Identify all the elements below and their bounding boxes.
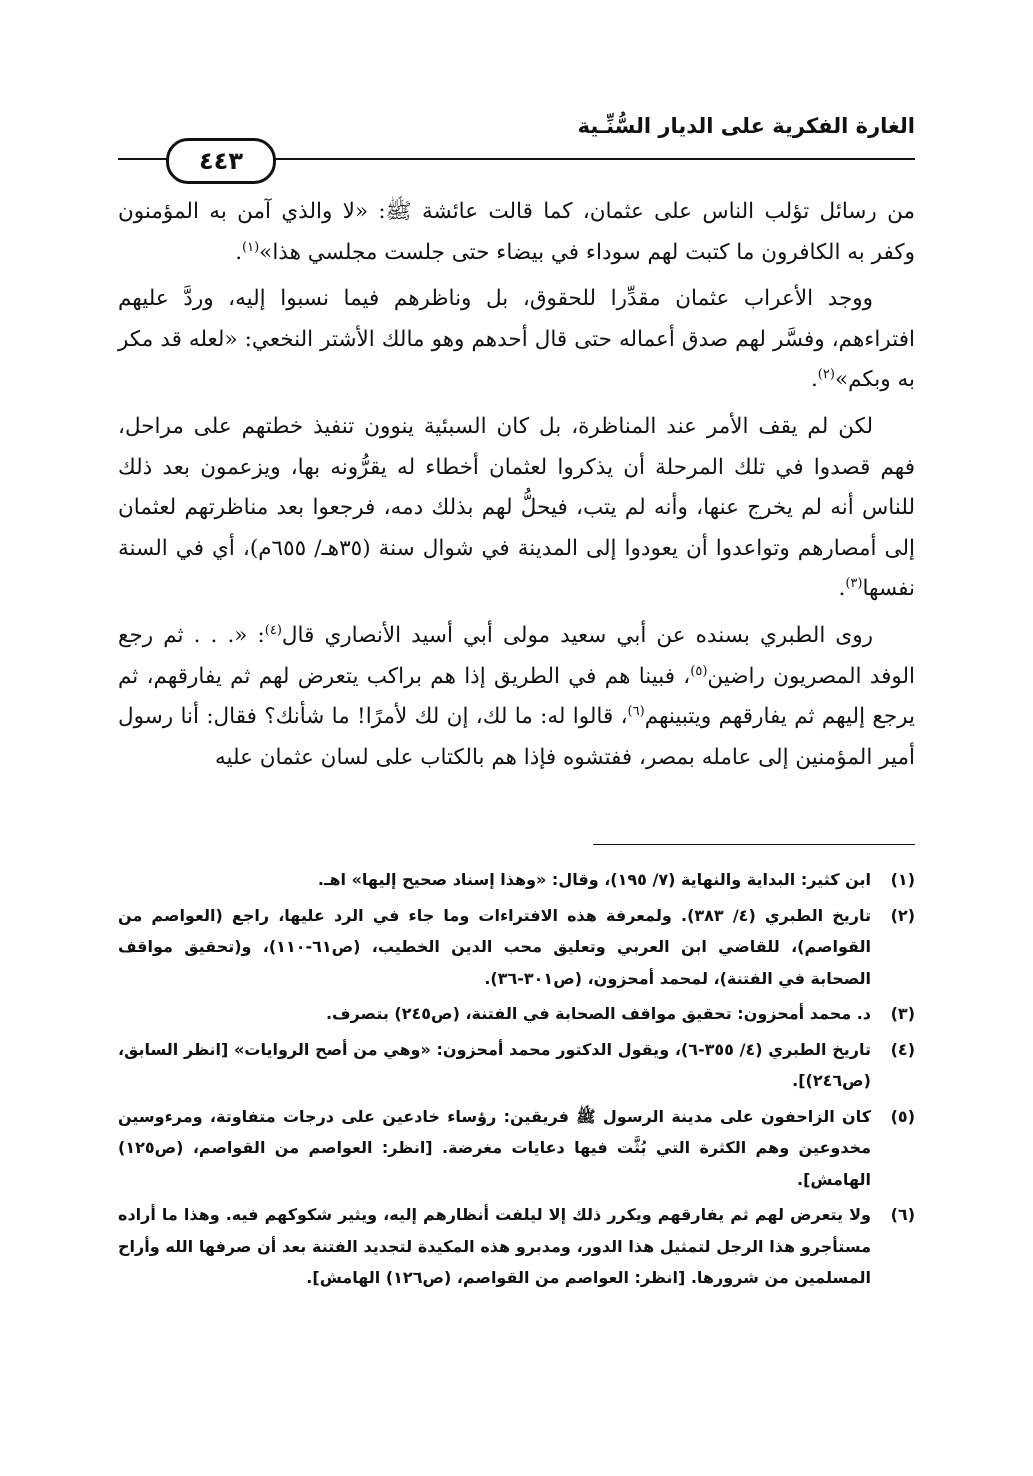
paragraph-3 [118, 407, 915, 610]
footnote-number: (٤) [890, 1039, 915, 1059]
footnote-ref: (٥) [690, 663, 708, 679]
footnote-text: ولا يتعرض لهم ثم يفارقهم ويكرر ذلك إلا ليلفت أنظارهم إليه، ويثير شكوكهم فيه. وهذا ما أراده مستأجرو هذا الرجل لتمثيل هذا الدور، ومدبرو هذه المكيدة لتجديد الفتنة بعد أن صرفها الله وأراح المسلمين من شرورها. [انظر: العواصم من القواصم، (ص١٢٦) الهامش]. [118, 1205, 871, 1287]
text-run: ، قالوا له: ما لك، إن لك لأمرًا! ما شأنك؟ فقال: أنا رسول أمير المؤمنين إلى عامله بمصر، ففتشوه فإذا هم بالكتاب على لسان عثمان عليه [118, 704, 915, 770]
footnote-item [118, 864, 915, 896]
footnote-item [118, 900, 915, 995]
text-run: ، فبينا هم في الطريق إذا هم براكب يتعرض لهم ثم يفارقهم، ثم يرجع إليهم ثم يفارقهم ويتبينهم [118, 663, 915, 730]
text-run: . [838, 576, 846, 602]
footnotes-separator [593, 844, 915, 845]
text-run: روى الطبري بسنده عن أبي سعيد مولى أبي أسيد الأنصاري قال [281, 622, 873, 648]
paragraph-4 [118, 616, 915, 778]
footnote-text: كان الزاحفون على مدينة الرسول ﷺ فريقين: رؤساء خادعين على درجات متفاوتة، ومرءوسين مخدوعين وهم الكثرة التي بُثَّت فيها دعايات مغرضة. [انظر: العواصم من القواصم، (ص١٢٥) الهامش]. [118, 1106, 871, 1189]
footnote-ref: (٢) [817, 367, 835, 383]
footnote-item [118, 998, 915, 1030]
footnote-item [118, 1199, 915, 1294]
footnote-number: (٥) [890, 1106, 915, 1126]
footnote-ref: (٣) [845, 576, 863, 592]
footnote-item [118, 1101, 915, 1196]
text-run: . [810, 367, 818, 393]
header-title: الغارة الفكرية على الديار السُّنِّـية [577, 114, 915, 138]
footnote-item [118, 1034, 915, 1097]
footnote-number: (٦) [890, 1205, 915, 1224]
text-run: من رسائل تؤلب الناس على عثمان، كما قالت عائشة ﷺ: «لا والذي آمن به المؤمنون وكفر به الكافرون ما كتبت لهم سوداء في بيضاء حتى جلست مجلسي هذا» [118, 199, 915, 265]
text-run: لكن لم يقف الأمر عند المناظرة، بل كان السبئية ينوون تنفيذ خطتهم على مراحل، فهم قصدوا في تلك المرحلة أن يذكروا لعثمان أخطاء له يقرُّونه بها، ويزعمون بعد ذلك للناس أنه لم يخرج عنها، وأنه لم يتب، فيحلُّ لهم بذلك دمه، فرجعوا بعد مناظرتهم لعثمان إلى أمصارهم وتواعدوا أن يعودوا إلى المدينة في شوال سنة (٣٥هـ/ ٦٥٥م)، أي في السنة نفسها [118, 413, 915, 602]
footnote-number: (٢) [890, 905, 915, 925]
text-run: . [235, 239, 243, 265]
page-number-badge: ٤٤٣ [166, 138, 276, 184]
footnotes [118, 864, 915, 1298]
paragraph-2 [118, 279, 915, 401]
footnote-text: ابن كثير: البداية والنهاية (٧/ ١٩٥)، وقال: «وهذا إسناد صحيح إليها» اهـ. [317, 870, 871, 889]
footnote-number: (١) [890, 870, 915, 889]
footnote-ref: (٤) [264, 622, 282, 638]
paragraph-1 [118, 192, 915, 273]
footnote-text: تاريخ الطبري (٤/ ٣٥٥-٦)، ويقول الدكتور محمد أمحزون: «وهي من أصح الروايات» [انظر السابق، (ص٢٤٦)]. [118, 1039, 871, 1090]
running-header [118, 108, 915, 175]
main-text [118, 192, 915, 778]
text-run: : «. . . ثم رجع الوفد المصريون راضين [118, 622, 915, 689]
footnote-text: د. محمد أمحزون: تحقيق مواقف الصحابة في الفتنة، (ص٢٤٥) بتصرف. [325, 1004, 871, 1023]
footnote-number: (٣) [890, 1004, 915, 1023]
footnote-ref: (١) [242, 239, 260, 255]
text-run: ووجد الأعراب عثمان مقدِّرا للحقوق، بل وناظرهم فيما نسبوا إليه، وردَّ عليهم افتراءهم، وفسَّر لهم صدق أعماله حتى قال أحدهم وهو مالك الأشتر النخعي: «لعله قد مكر به وبكم» [118, 286, 915, 393]
footnote-ref: (٦) [627, 703, 645, 719]
footnote-text: تاريخ الطبري (٤/ ٣٨٣). ولمعرفة هذه الافتراءات وما جاء في الرد عليها، راجع (العواصم من القواصم)، للقاضي ابن العربي وتعليق محب الدين الخطيب، (ص٦١-١١٠)، و(تحقيق مواقف الصحابة في الفتنة)، لمحمد أمحزون، (ص٣٠١-٣٦). [118, 905, 872, 988]
